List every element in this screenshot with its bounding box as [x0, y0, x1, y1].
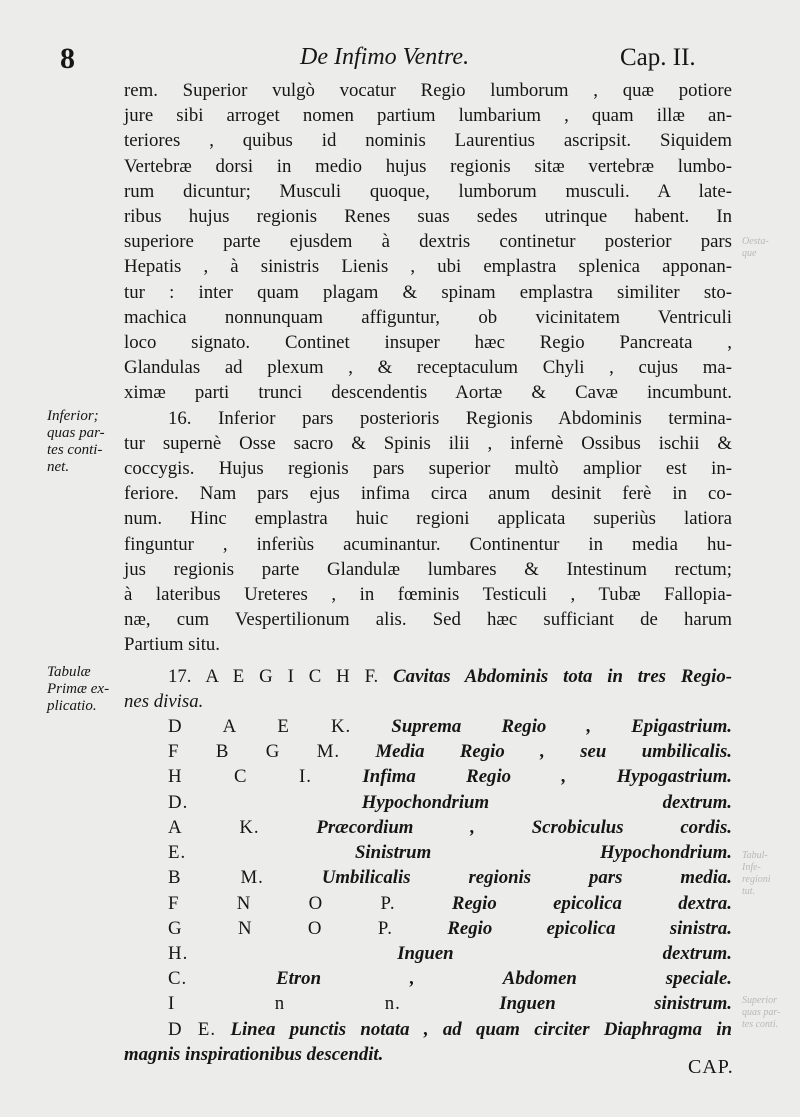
- text-line: ribus hujus regionis Renes suas sedes utrinque habent. In: [124, 206, 732, 228]
- text-line: num. Hinc emplastra huic regioni applicata superiùs latiora: [124, 508, 732, 530]
- text-line: tur supernè Osse sacro & Spinis ilii , infernè Ossibus ischii &: [124, 432, 732, 454]
- text-line: à lateribus Ureteres , in fœminis Testiculi , Tubæ Fallopia-: [124, 584, 732, 606]
- running-header: [0, 40, 800, 76]
- margin-note-inferior: Inferior; quas par- tes conti- net.: [47, 408, 105, 475]
- explanation-lead-line: [124, 664, 732, 689]
- text-line: jure sibi arroget nomen partium lumbarium , quam illæ an-: [124, 105, 732, 127]
- explanation-lead-continuation: nes divisa.: [124, 690, 204, 712]
- text-line: loco signato. Continet insuper hæc Regio Pancreata ,: [124, 332, 732, 354]
- chapter-label: Cap. II.: [620, 44, 696, 71]
- running-title: De Infimo Ventre.: [300, 44, 470, 70]
- text-line: Glandulas ad plexum , & receptaculum Chyli , cujus ma-: [124, 357, 732, 379]
- legend-entry: D. Hypochondrium dextrum.: [168, 791, 732, 813]
- text-line: ximæ parti trunci descendentis Aortæ & Cavæ incumbunt.: [124, 382, 732, 404]
- text-line: coccygis. Hujus regionis pars superior multò amplior est in-: [124, 458, 732, 480]
- text-line: superiore parte ejusdem à dextris continetur posterior pars: [124, 231, 732, 253]
- margin-note-tabulae: Tabulæ Primæ ex- plicatio.: [47, 664, 110, 714]
- legend-entry: F N O P. Regio epicolica dextra.: [168, 892, 732, 914]
- legend-entry: H. Inguen dextrum.: [168, 942, 732, 964]
- text-line: teriores , quibus id nominis Laurentius ascripsit. Siquidem: [124, 130, 732, 152]
- catchword: CAP.: [688, 1056, 734, 1078]
- legend-entry: C. Etron , Abdomen speciale.: [168, 968, 732, 990]
- text-line: Vertebræ dorsi in medio hujus regionis sitæ vertebræ lumbo-: [124, 155, 732, 177]
- bleed-through-mark: Oesta- que: [742, 236, 769, 259]
- legend-entry: E. Sinistrum Hypochondrium.: [168, 842, 732, 864]
- explanation-lead-text: Cavitas Abdominis tota in tres Regio-: [393, 665, 732, 687]
- text-line: 16. Inferior pars posterioris Regionis Abdominis termina-: [168, 407, 732, 429]
- explanation-lead-letters: 17. A E G I C H F.: [168, 665, 379, 687]
- main-text: [124, 78, 732, 1067]
- legend-entry: A K. Præcordium , Scrobiculus cordis.: [168, 816, 732, 838]
- text-line: Partium situ.: [124, 634, 220, 656]
- text-line: machica nonnunquam affiguntur, ob vicinitatem Ventriculi: [124, 306, 732, 328]
- bleed-through-mark: Tabul- Infe- regioni tut.: [742, 850, 771, 897]
- text-line: jus regionis parte Glandulæ lumbares & Intestinum rectum;: [124, 558, 732, 580]
- legend-entry: D A E K. Suprema Regio , Epigastrium.: [168, 716, 733, 738]
- text-line: rem. Superior vulgò vocatur Regio lumborum , quæ potiore: [124, 80, 732, 101]
- legend-entry: G N O P. Regio epicolica sinistra.: [168, 917, 732, 939]
- text-line: næ, cum Vespertilionum alis. Sed hæc sufficiant de harum: [124, 609, 732, 631]
- legend-entry: H C I. Infima Regio , Hypogastrium.: [168, 766, 732, 788]
- text-line: finguntur , inferiùs acuminantur. Continentur in media hu-: [124, 533, 732, 555]
- page-number: 8: [60, 42, 75, 75]
- text-line: rum dicuntur; Musculi quoque, lumborum musculi. A late-: [124, 180, 732, 202]
- legend-entry: B M. Umbilicalis regionis pars media.: [168, 867, 732, 889]
- text-line: Hepatis , à sinistris Lienis , ubi emplastra splenica apponan-: [124, 256, 732, 278]
- bleed-through-mark: Superior quas par- tes conti.: [742, 995, 781, 1030]
- legend-entry: D E. Linea punctis notata , ad quam circiter Diaphragma in: [168, 1018, 732, 1040]
- legend-entry: I n n. Inguen sinistrum.: [168, 993, 733, 1015]
- legend-entry-continuation: magnis inspirationibus descendit.: [124, 1043, 384, 1065]
- text-line: feriore. Nam pars ejus infima circa anum desinit ferè in co-: [124, 483, 732, 505]
- text-line: tur : inter quam plagam & spinam emplastra similiter sto-: [124, 281, 732, 303]
- legend-entry: F B G M. Media Regio , seu umbilicalis.: [168, 741, 732, 763]
